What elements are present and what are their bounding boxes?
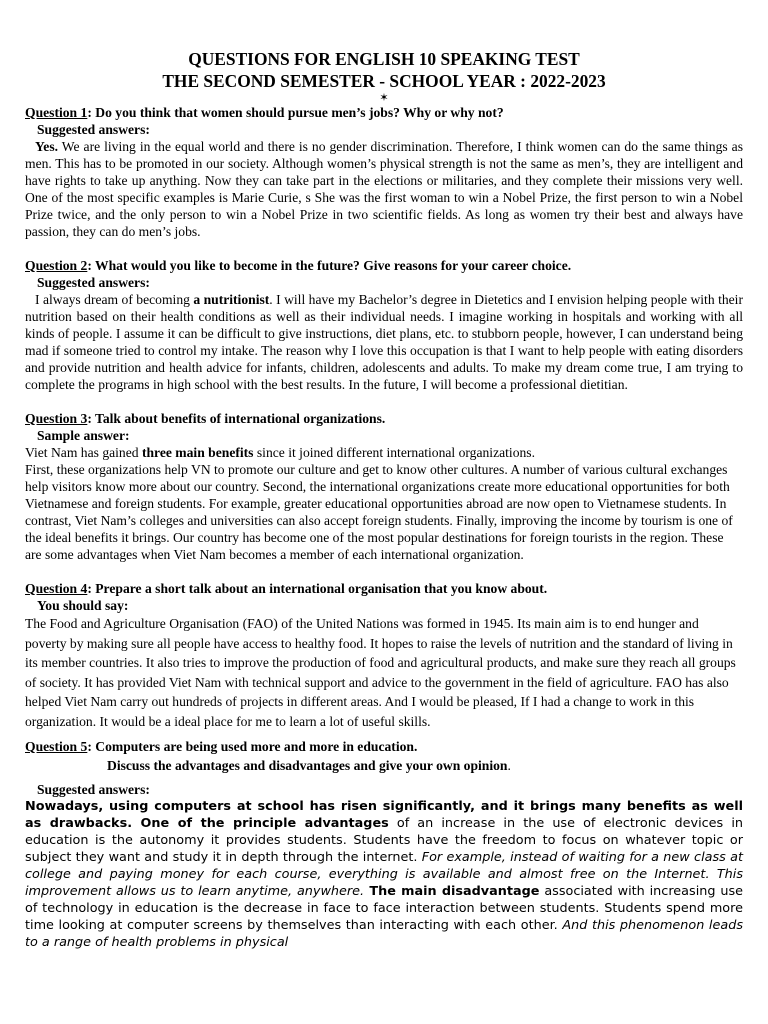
question-3-number: Question 3 [25, 411, 88, 426]
instruction-end: . [507, 758, 511, 773]
career-highlight: a nutritionist [193, 292, 270, 307]
question-2-answer [25, 291, 743, 393]
page-subtitle: THE SECOND SEMESTER - SCHOOL YEAR : 2022-2023 [162, 71, 606, 91]
question-5 [25, 737, 743, 756]
document-page [25, 48, 743, 951]
question-1-sub-heading: Suggested answers: [37, 122, 150, 137]
benefits-highlight: three main benefits [141, 445, 254, 460]
question-4-number: Question 4 [25, 581, 88, 596]
question-5-instruction [107, 756, 743, 775]
answer-disadvantage-text: associated with increasing use of technology in education is the decrease in face to face interaction between students. Students spend more time looking at computer screens by themselves than interacting with each other. [25, 884, 743, 933]
answer-advantage-text: of an increase in the use of electronic devices in education is the autonomy it provides students. Students have the freedom to focus on whatever topic or subject they want and study it in depth through the internet. [25, 816, 743, 865]
answer-yes: Yes. [35, 139, 59, 154]
question-1-text: : Do you think that women should pursue men’s jobs? Why or why not? [87, 105, 504, 120]
question-3-answer: First, these organizations help VN to promote our culture and get to know other cultures. A number of various cultural exchanges help visitors know more about our country. Second, the international organizations create more educational opportunities for both Vietnamese and foreign students. For example, greater educational opportunities abroad are now open to Vietnamese students. In contrast, Viet Nam’s colleges and universities can also accept foreign students. Finally, improving the income by tourism is one of the ideal benefits it brings. Our country has become one of the most popular destinations for foreign tourists in the region. These are some advantages when Viet Nam becomes a member of each international organization. [25, 462, 733, 562]
question-3 [25, 410, 743, 427]
question-2-text: : What would you like to become in the future? Give reasons for your career choice. [87, 258, 572, 273]
answer-example-italic: For example, instead of waiting for a new class at college and paying money for each course, everything is available and almost free on the Internet. This improvement allows us to learn anytime, anywhere. [25, 850, 743, 899]
question-5-answer [25, 798, 743, 951]
question-4 [25, 580, 743, 597]
page-title: QUESTIONS FOR ENGLISH 10 SPEAKING TEST [188, 49, 580, 69]
question-3-intro [25, 444, 743, 461]
intro-start: Viet Nam has gained [25, 445, 142, 460]
question-2-answer-rest: . I will have my Bachelor’s degree in Dietetics and I envision helping people with their nutrition based on their health conditions as well as their individual needs. I imagine working in hospitals and working with all kinds of people. I assume it can be difficult to give instructions, diet plans, etc. to stubborn people, however, I can understand being mad if someone tried to control my intake. The reason why I love this occupation is that I want to help people with eating disorders and provide nutrition and health advice for infants, children, adolescents and adults. To make my dream come true, I am trying to complete the programs in high school with the best results. In the future, I will become a professional dietitian. [25, 292, 743, 392]
question-3-sub-heading: Sample answer: [37, 428, 130, 443]
answer-closing-italic: And this phenomenon leads to a range of health problems in physical [25, 918, 743, 950]
star-ornament-icon: ✶ [379, 92, 389, 104]
question-1 [25, 104, 743, 121]
question-5-number: Question 5 [25, 739, 88, 754]
answer-intro-bold: Nowadays, using computers at school has risen significantly, and it brings many benefits as well as drawbacks. One of the principle advantages [25, 799, 743, 831]
instruction-text: Discuss the advantages and disadvantages and give your own opinion [107, 758, 508, 773]
intro-end: since it joined different international organizations. [253, 445, 535, 460]
question-4-text: : Prepare a short talk about an international organisation that you know about. [87, 581, 548, 596]
question-2 [25, 257, 743, 274]
question-5-text: : Computers are being used more and more in education. [87, 739, 418, 754]
question-1-answer-text: We are living in the equal world and there is no gender discrimination. Therefore, I think women can do the same things as men. This has to be promoted in our society. Although women’s physical strength is not the same as men’s, they are intelligent and have rights to take up anything. Now they can take part in the elections or militaries, and they complete their missions very well. One of the most specific examples is Marie Curie, s She was the first woman to win a Nobel Prize, the first person to win a Nobel Prize twice, and the only person to win a Nobel Prize in two scientific fields. As long as women try their best and always have passion, they can do men’s jobs. [25, 139, 743, 239]
question-4-sub-heading: You should say: [37, 598, 129, 613]
question-2-answer-start: I always dream of becoming [35, 292, 194, 307]
question-2-sub-heading: Suggested answers: [37, 275, 150, 290]
question-4-answer: The Food and Agriculture Organisation (FAO) of the United Nations was formed in 1945. Its main aim is to end hunger and poverty by making sure all people have access to healthy food. It hopes to raise the levels of nutrition and the standard of living in its member countries. It also tries to improve the production of food and agricultural products, and make sure they reach all groups of society. It has provided Viet Nam with technical support and advice to the government in the field of agriculture. FAO has also helped Viet Nam carry out hundreds of projects in different areas. And I would be pleased, If I had a change to work in this organization. It would be a ideal place for me to learn a lot of useful skills. [25, 616, 736, 729]
question-5-sub-heading: Suggested answers: [37, 782, 150, 797]
question-3-text: : Talk about benefits of international organizations. [87, 411, 386, 426]
question-1-number: Question 1 [25, 105, 88, 120]
question-1-answer [25, 138, 743, 240]
question-2-number: Question 2 [25, 258, 88, 273]
answer-disadvantage-bold: The main disadvantage [364, 884, 540, 899]
